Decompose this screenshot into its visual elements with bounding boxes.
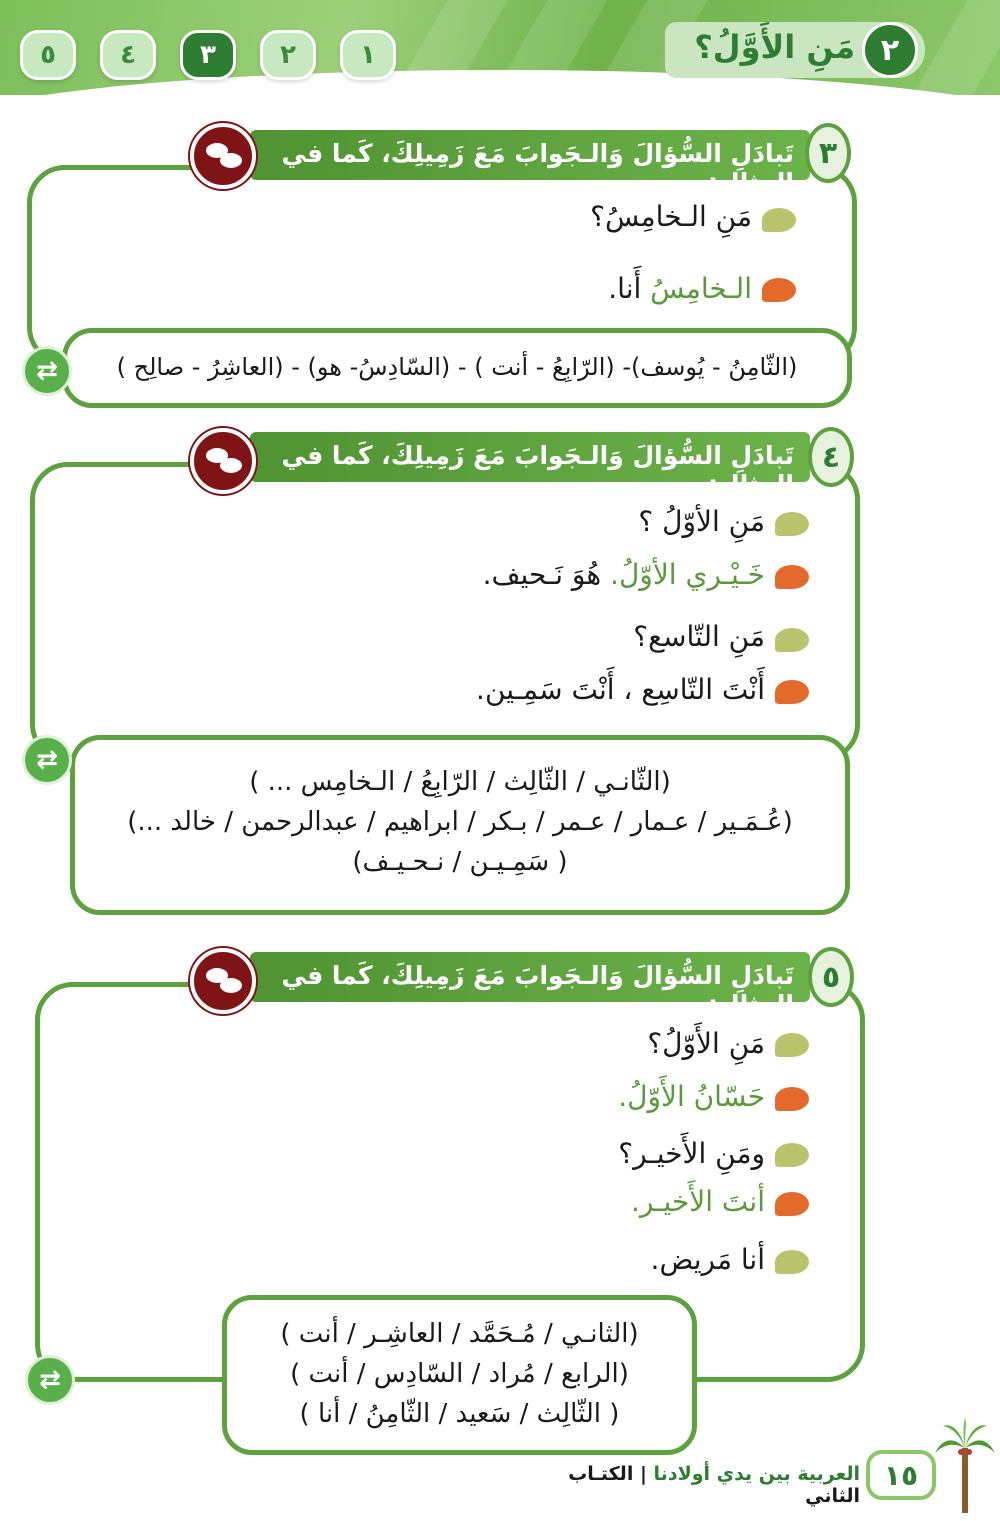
question-bubble-icon (775, 1143, 809, 1167)
dialogue-question: أنا مَريض. (650, 1243, 765, 1276)
lesson-tab-3[interactable]: ٣ (180, 30, 236, 80)
dialogue-answer (380, 558, 765, 591)
answer-highlight: الـخامِسُ (650, 272, 752, 305)
chat-icon (190, 428, 256, 494)
exercise-3-substitutions (62, 328, 852, 408)
question-bubble-icon (775, 512, 809, 536)
chat-icon (190, 123, 256, 189)
swap-icon: ⇄ (22, 735, 72, 785)
dialogue-question: مَنِ التّاسع؟ (633, 620, 765, 653)
footer-separator: | (639, 1463, 647, 1485)
palm-tree-icon (935, 1418, 995, 1513)
answer-bubble-icon (762, 278, 796, 302)
lesson-tab-4[interactable]: ٤ (100, 30, 156, 80)
substitution-line: ( سَمِـيـن / نـحـيـف) (352, 847, 568, 877)
question-bubble-icon (775, 1250, 809, 1274)
substitution-line: (عُـمَـير / عـمار / عـمر / بـكر / ابراهيم / عبدالرحمن / خالد ...) (127, 807, 793, 837)
dialogue-answer (380, 272, 752, 305)
dialogue-question: ومَنِ الأَخيـر؟ (618, 1137, 765, 1170)
exercise-5-number: ٥ (808, 947, 854, 1007)
dialogue-answer: أَنْتَ التّاسِع ، أَنْتَ سَمِـين. (476, 673, 765, 706)
answer-bubble-icon (775, 1192, 809, 1216)
substitution-line: (الثانـي / مُـحَمَّد / العاشِـر / أنت ) (280, 1319, 639, 1349)
chat-icon (190, 948, 256, 1014)
substitution-line: (الثّانـي / الثّالِث / الرّابِعُ / الـخامِس ... ) (249, 767, 671, 797)
swap-icon: ⇄ (25, 1355, 75, 1405)
exercise-3-number: ٣ (805, 123, 851, 183)
book-title: الكتـاب الثاني (568, 1463, 860, 1507)
lesson-tab-2[interactable]: ٢ (260, 30, 316, 80)
question-bubble-icon (762, 208, 796, 232)
answer-bubble-icon (775, 1087, 809, 1111)
exercise-5-instruction: تَبادَلِ السُّؤالَ وَالـجَوابَ مَعَ زَمِيلِكَ، كَما في المِثالِ: (250, 952, 810, 1002)
dialogue-answer (380, 1080, 765, 1113)
question-bubble-icon (775, 628, 809, 652)
exercise-4-instruction: تَبادَلِ السُّؤالَ وَالـجَوابَ مَعَ زَمِيلِكَ، كَما في المِثالِ: (250, 432, 810, 482)
lesson-tab-5[interactable]: ٥ (20, 30, 76, 80)
exercise-5-substitutions (222, 1295, 697, 1455)
page-number: ١٥ (866, 1450, 936, 1500)
exercise-3-instruction: تَبادَلِ السُّؤالَ وَالـجَوابَ مَعَ زَمِيلِكَ، كَما في المِثالِ: (250, 130, 810, 180)
substitution-line: ( الثّالِث / سَعيد / الثّامِنُ / أنا ) (299, 1399, 620, 1429)
answer-text: أَنا. (608, 272, 651, 305)
dialogue-question: مَنِ الأوّلُ ؟ (638, 505, 765, 538)
swap-icon: ⇄ (22, 346, 72, 396)
answer-highlight: خَـيْـري الأوّلُ. (610, 558, 765, 591)
lesson-title: مَنِ الأَوَّلُ؟ (694, 28, 855, 66)
series-title: العربية بين يدي أولادنا (653, 1463, 860, 1485)
banner-stripe (913, 0, 1000, 95)
book-footer (520, 1463, 860, 1507)
question-bubble-icon (775, 1033, 809, 1057)
exercise-4-number: ٤ (808, 427, 854, 487)
dialogue-answer (380, 1185, 765, 1218)
answer-highlight: أنتَ الأَخيـر. (630, 1185, 765, 1218)
answer-highlight: حَسّانُ الأَوّلُ. (618, 1080, 765, 1113)
substitution-line: (الرابع / مُراد / السّادِس / أنت ) (290, 1359, 629, 1389)
answer-text: هُوَ نَـحيف. (482, 558, 611, 591)
answer-bubble-icon (775, 565, 809, 589)
lesson-tab-1[interactable]: ١ (340, 30, 396, 80)
dialogue-question: مَنِ الـخامِسُ؟ (590, 200, 752, 233)
substitution-line: (الثّامِنُ - يُوسف)- (الرّابِعُ - أنت ) - (السّادِسُ- هو) - (العاشِرُ - صالِح ) (116, 353, 798, 381)
answer-bubble-icon (775, 680, 809, 704)
dialogue-question: مَنِ الأَوّلُ؟ (647, 1027, 765, 1060)
lesson-number: ٢ (862, 22, 918, 78)
exercise-4-substitutions (70, 735, 850, 915)
